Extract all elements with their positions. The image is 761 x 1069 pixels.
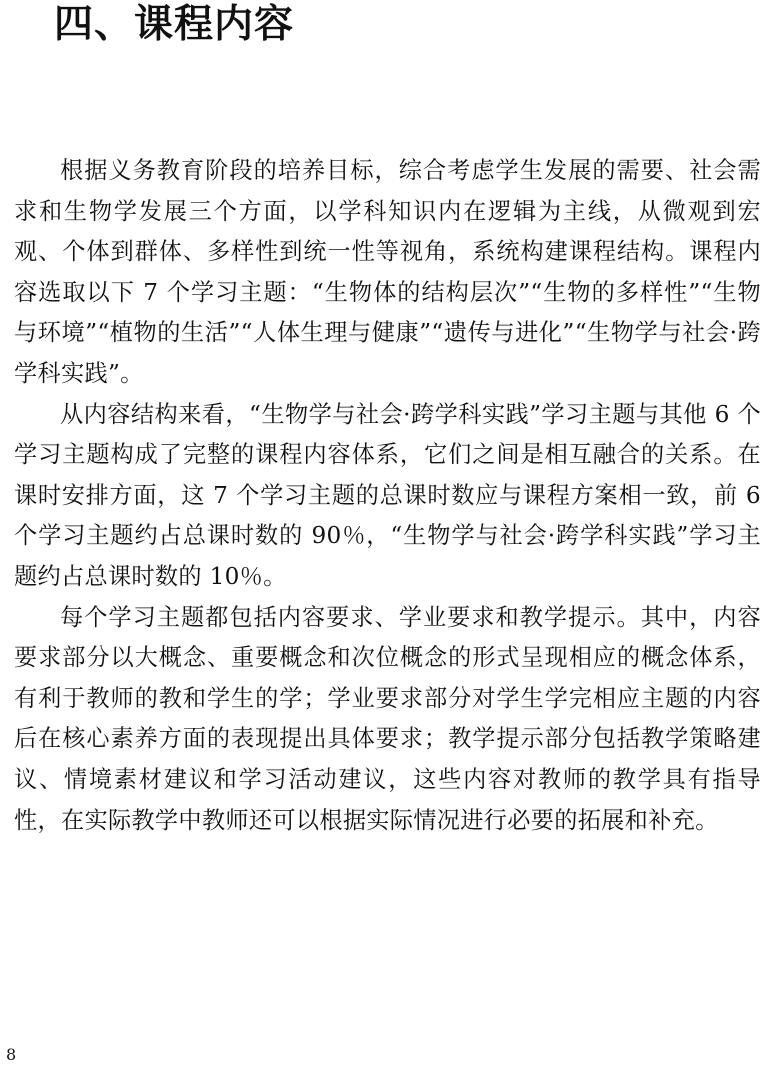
body-text [14, 151, 761, 841]
page-number: 8 [6, 1045, 17, 1064]
paragraph: 根据义务教育阶段的培养目标，综合考虑学生发展的需要、社会需求和生物学发展三个方面，以学科知识内在逻辑为主线，从微观到宏观、个体到群体、多样性到统一性等视角，系统构建课程结构。课程内容选取以下 7 个学习主题：“生物体的结构层次”“生物的多样性”“生物与环境”“植物的生活”“人体生理与健康”“遗传与进化”“生物学与社会·跨学科实践”。 [14, 157, 761, 387]
paragraph: 每个学习主题都包括内容要求、学业要求和教学提示。其中，内容要求部分以大概念、重要概念和次位概念的形式呈现相应的概念体系，有利于教师的教和学生的学；学业要求部分对学生学完相应主题的内容后在核心素养方面的表现提出具体要求；教学提示部分包括教学策略建议、情境素材建议和学习活动建议，这些内容对教师的教学具有指导性，在实际教学中教师还可以根据实际情况进行必要的拓展和补充。 [14, 603, 761, 834]
section-title: 四、课程内容 [54, 2, 295, 47]
paragraph: 从内容结构来看，“生物学与社会·跨学科实践”学习主题与其他 6 个学习主题构成了完整的课程内容体系，它们之间是相互融合的关系。在课时安排方面，这 7 个学习主题的总课时数应与课程方案相一致，前 6 个学习主题约占总课时数的 90％，“生物学与社会·跨学科实践”学习主题约占总课时数的 10％。 [14, 400, 761, 590]
